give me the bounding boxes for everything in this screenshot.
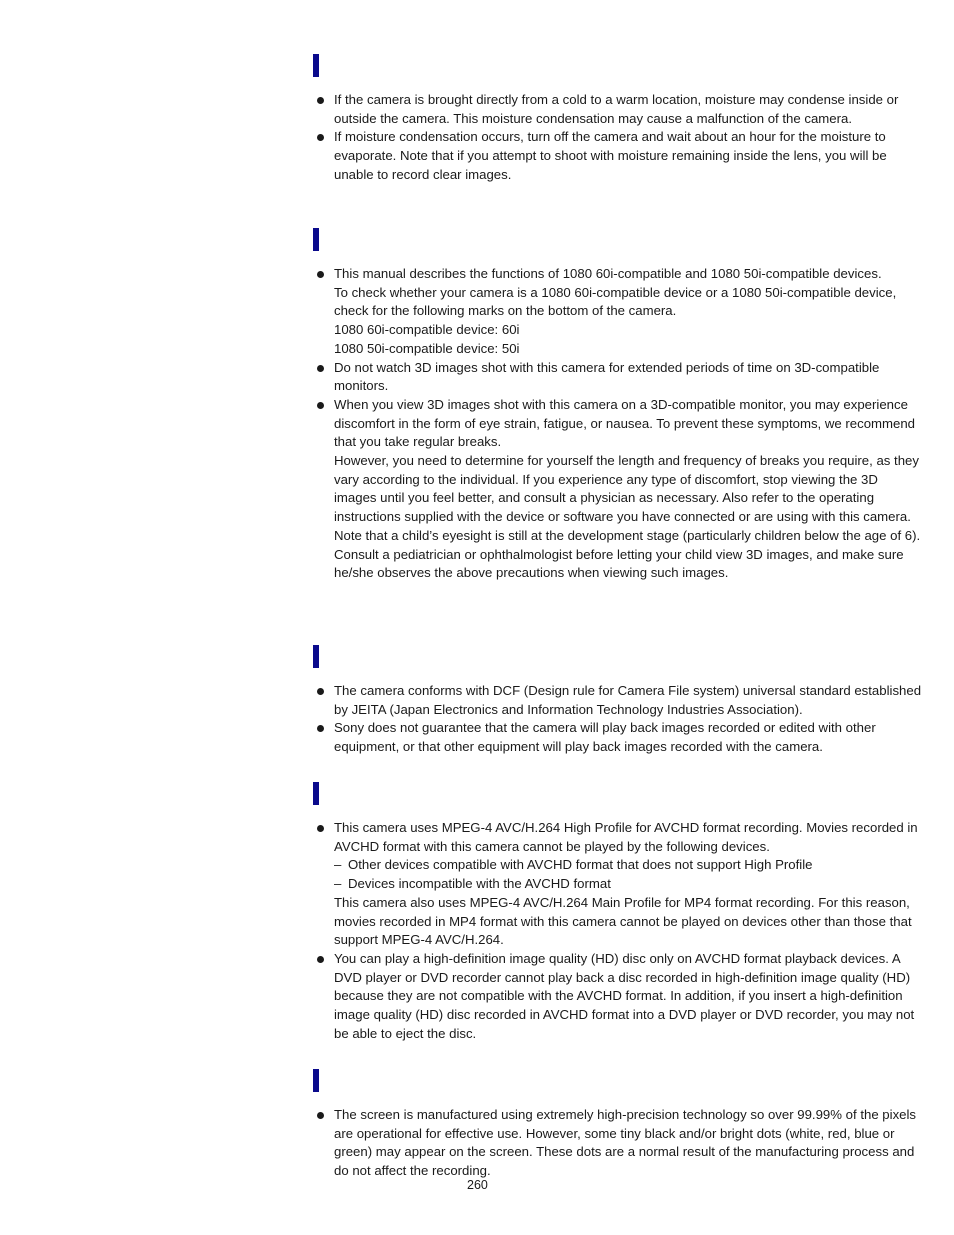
- list-item: [313, 359, 923, 396]
- list-item: [313, 682, 923, 719]
- item-text: To check whether your camera is a 1080 60i-compatible device or a 1080 50i-compatible device, check for the following marks on the bottom of the camera.: [334, 284, 897, 319]
- item-text: If the camera is brought directly from a cold to a warm location, moisture may condense inside or outside the camera. This moisture condensation may cause a malfunction of the camera.: [334, 92, 899, 126]
- bullet-list: [313, 91, 923, 185]
- item-text: 1080 50i-compatible device: 50i: [334, 340, 520, 356]
- bullet-icon: [317, 956, 324, 963]
- list-item: [313, 719, 923, 756]
- item-text: The camera conforms with DCF (Design rule for Camera File system) universal standard established by JEITA (Japan Electronics and Information Technology Industries Association).: [334, 683, 922, 717]
- section-screen: [313, 1069, 923, 1181]
- dash-list-item: [334, 856, 923, 875]
- bullet-icon: [317, 97, 324, 104]
- list-item: [313, 1106, 923, 1181]
- bullet-icon: [317, 134, 324, 141]
- item-text: You can play a high-definition image quality (HD) disc only on AVCHD format playback devices. A DVD player or DVD recorder cannot play back a disc recorded in high-definition image quality (HD) because they are not compatible with the AVCHD format. In addition, if you insert a high-definition image quality (HD) disc recorded in AVCHD format into a DVD player or DVD recorder, you may not be able to eject the disc.: [334, 950, 915, 1041]
- item-text: However, you need to determine for yourself the length and frequency of breaks you require, as they vary according to the individual. If you experience any type of discomfort, stop viewing the 3D images until you feel better, and consult a physician as necessary. Also refer to the operating instructions supplied with the device or software you have connected or are using with this camera.: [334, 453, 919, 525]
- list-item: [313, 396, 923, 583]
- bullet-icon: [317, 825, 324, 832]
- item-text: Note that a child’s eyesight is still at the development stage (particularly children below the age of 6). Consult a pediatrician or ophthalmologist before letting your child view 3D images, and make sure he/she observes the above precautions when viewing such images.: [334, 527, 921, 581]
- page-number: 260: [467, 1178, 488, 1192]
- item-text: This camera uses MPEG-4 AVC/H.264 High Profile for AVCHD format recording. Movies recorded in AVCHD format with this camera cannot be played by the following devices.: [334, 820, 918, 854]
- section-heading-marker: [313, 54, 319, 77]
- bullet-list: [313, 265, 923, 583]
- list-item: [313, 91, 923, 128]
- list-item: [313, 950, 923, 1044]
- dash-item-text: Other devices compatible with AVCHD format that does not support High Profile: [348, 857, 813, 873]
- dash-item-text: Devices incompatible with the AVCHD format: [348, 876, 611, 892]
- dash-icon: –: [334, 876, 342, 892]
- section-heading-marker: [313, 1069, 319, 1092]
- section-compatibility: [313, 228, 923, 583]
- list-item: [313, 128, 923, 184]
- section-heading-marker: [313, 645, 319, 668]
- dash-icon: –: [334, 857, 342, 873]
- item-text: Sony does not guarantee that the camera will play back images recorded or edited with other equipment, or that other equipment will play back images recorded with the camera.: [334, 720, 876, 755]
- bullet-icon: [317, 725, 324, 732]
- item-text: If moisture condensation occurs, turn off the camera and wait about an hour for the moisture to evaporate. Note that if you attempt to shoot with moisture remaining inside the lens, you will be unable to record clear images.: [334, 129, 887, 182]
- item-text: 1080 60i-compatible device: 60i: [334, 322, 520, 338]
- section-heading-marker: [313, 228, 319, 251]
- section-avchd: [313, 782, 923, 1043]
- dash-list-item: [334, 875, 923, 894]
- item-text: This manual describes the functions of 1080 60i-compatible and 1080 50i-compatible devices.: [334, 266, 882, 281]
- bullet-icon: [317, 688, 324, 695]
- item-text: The screen is manufactured using extremely high-precision technology so over 99.99% of the pixels are operational for effective use. However, some tiny black and/or bright dots (white, red, blue or green) may appear on the screen. These dots are a normal result of the manufacturing process and do not affect the recording.: [334, 1107, 917, 1179]
- item-text: When you view 3D images shot with this camera on a 3D-compatible monitor, you may experience discomfort in the form of eye strain, fatigue, or nausea. To prevent these symptoms, we recommend that you take regular breaks.: [334, 396, 916, 450]
- bullet-list: [313, 819, 923, 1043]
- item-text: Do not watch 3D images shot with this camera for extended periods of time on 3D-compatible monitors.: [334, 359, 880, 394]
- list-item: [313, 265, 923, 359]
- item-text: This camera also uses MPEG-4 AVC/H.264 Main Profile for MP4 format recording. For this reason, movies recorded in MP4 format with this camera cannot be played on devices other than those that support MPEG-4 AVC/H.264.: [334, 894, 912, 948]
- section-heading-marker: [313, 782, 319, 805]
- section-moisture: [313, 54, 923, 185]
- bullet-list: [313, 682, 923, 757]
- bullet-icon: [317, 402, 324, 409]
- bullet-list: [313, 1106, 923, 1181]
- section-dcf: [313, 645, 923, 757]
- bullet-icon: [317, 1112, 324, 1119]
- list-item: [313, 819, 923, 950]
- dash-list: [334, 856, 923, 893]
- bullet-icon: [317, 271, 324, 278]
- bullet-icon: [317, 365, 324, 372]
